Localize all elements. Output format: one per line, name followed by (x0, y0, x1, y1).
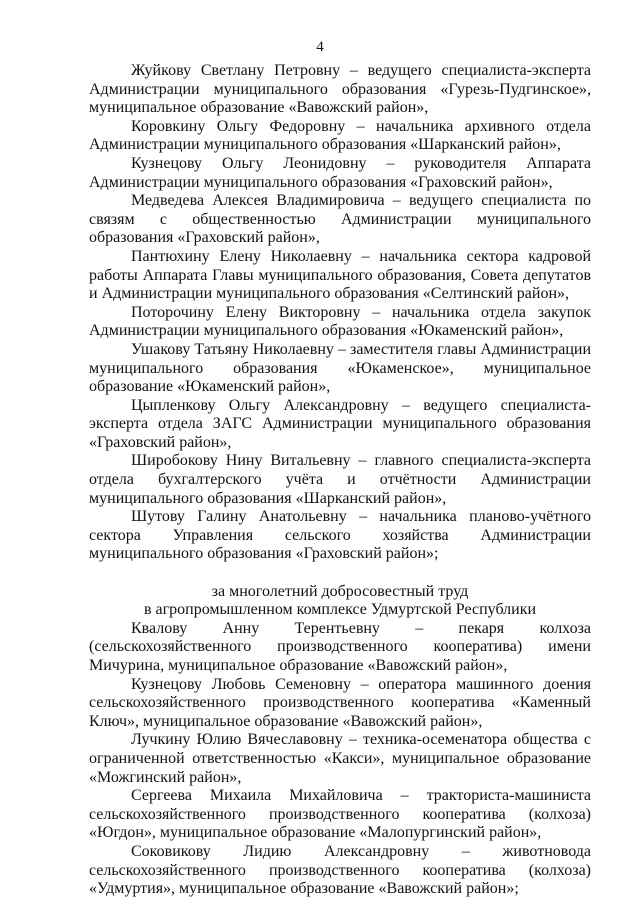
list-item: Шутову Галину Анатольевну – начальника планово-учётного сектора Управления сельского хозяйства Администрации муниципального образования «Граховский район»; (89, 508, 591, 563)
section-heading-line-2: в агропромышленном комплексе Удмуртской Республики (143, 601, 537, 619)
list-item: Ушакову Татьяну Николаевну – заместителя главы Администрации муниципального образования «Юкаменское», муниципальное образование «Юкаменский район», (89, 340, 591, 396)
list-item: Квалову Анну Терентьевну – пекаря колхоза (сельскохозяйственного производственного кооператива) имени Мичурина, муниципальное образование «Вавожский район», (89, 619, 591, 674)
list-item: Кузнецову Ольгу Леонидовну – руководителя Аппарата Администрации муниципального образования «Граховский район», (89, 154, 591, 191)
list-item: Лучкину Юлию Вячеславовну – техника-осеменатора общества с ограниченной ответственностью «Какси», муниципальное образование «Можгинский район», (89, 731, 591, 786)
section-heading-line-1: за многолетний добросовестный труд (211, 582, 469, 600)
list-item: Пантюхину Елену Николаевну – начальника сектора кадровой работы Аппарата Главы муниципального образования, Совета депутатов и Администрации муниципального образования «Селтинский район», (89, 247, 591, 303)
section-heading (89, 583, 591, 620)
document-body (89, 62, 591, 899)
page-number: 4 (316, 39, 324, 55)
list-item: Сергеева Михаила Михайловича – тракториста-машиниста сельскохозяйственного производственного кооператива (колхоза) «Югдон», муниципальное образование «Малопургинский район», (89, 787, 591, 842)
list-item: Медведева Алексея Владимировича – ведущего специалиста по связям с общественностью Администрации муниципального образования «Граховский район», (89, 192, 591, 247)
list-item: Коровкину Ольгу Федоровну – начальника архивного отдела Администрации муниципального образования «Шарканский район», (89, 117, 591, 154)
list-item: Кузнецову Любовь Семеновну – оператора машинного доения сельскохозяйственного производственного кооператива «Каменный Ключ», муниципальное образование «Вавожский район», (89, 675, 591, 730)
award-list-section-1 (89, 62, 591, 564)
list-item: Широбокову Нину Витальевну – главного специалиста-эксперта отдела бухгалтерского учёта и отчётности Администрации муниципального образования «Шарканский район», (89, 452, 591, 507)
list-item: Поторочину Елену Викторовну – начальника отдела закупок Администрации муниципального образования «Юкаменский район», (89, 303, 591, 340)
list-item: Цыпленкову Ольгу Александровну – ведущего специалиста-эксперта отдела ЗАГС Администрации муниципального образования «Граховский район», (89, 396, 591, 451)
list-item: Жуйкову Светлану Петровну – ведущего специалиста-эксперта Администрации муниципального образования «Гурезь-Пудгинское», муниципальное образование «Вавожский район», (89, 62, 591, 117)
list-item: Соковикову Лидию Александровну – животновода сельскохозяйственного производственного кооператива (колхоза) «Удмуртия», муниципальное образование «Вавожский район»; (89, 842, 591, 898)
award-list-section-2 (89, 620, 591, 899)
